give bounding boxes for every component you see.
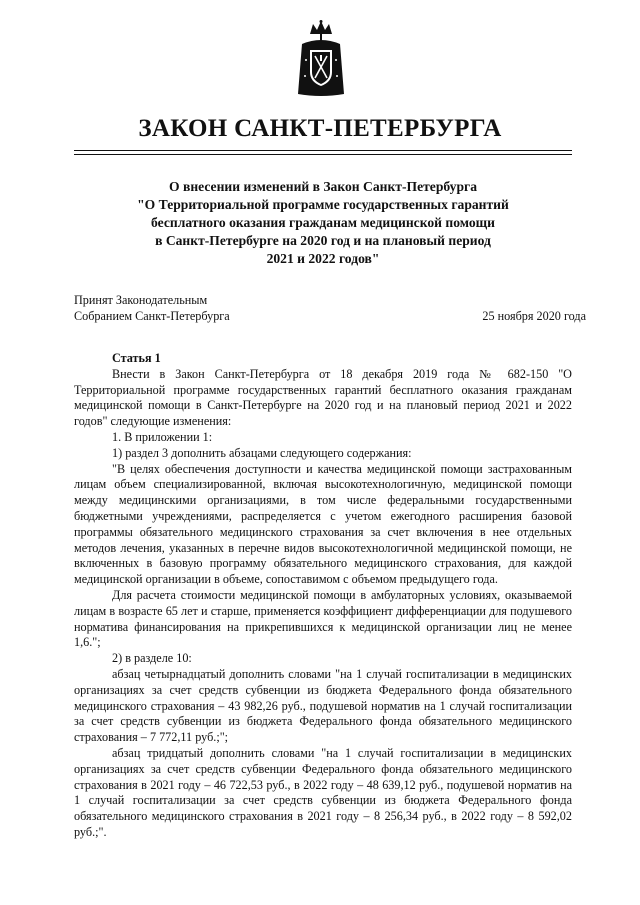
article-heading: Статья 1 — [112, 351, 161, 365]
title-divider — [74, 150, 572, 151]
subtitle-line: "О Территориальной программе государственных гарантий — [137, 197, 509, 212]
law-subtitle — [74, 178, 572, 268]
title-divider-thin — [74, 154, 572, 155]
adoption-note — [74, 292, 230, 324]
adoption-date: 25 ноября 2020 года — [482, 309, 586, 323]
law-title: ЗАКОН САНКТ-ПЕТЕРБУРГА — [138, 115, 502, 142]
adoption-line: Собранием Санкт-Петербурга — [74, 309, 230, 323]
adoption-line: Принят Законодательным — [74, 293, 208, 307]
paragraph: Для расчета стоимости медицинской помощи в амбулаторных условиях, оказываемой лицам в возрасте 65 лет и старше, применяется коэффициент дифференциации для подушевого норматива финансирования на прикрепившихся к медицинской организации лиц не менее 1,6."; — [74, 587, 572, 650]
document-body — [74, 351, 572, 841]
paragraph: 2) в разделе 10: — [112, 651, 192, 666]
paragraph: абзац тридцатый дополнить словами "на 1 случай госпитализации в медицинских организациях за счет средств субвенции Федерального фонда обязательного медицинского страхования в 2021 году – 46 722,53 руб., в 2022 году – 48 639,12 руб., подушевой норматив на 1 случай госпитализации за счет средств субвенции из бюджета Федерального фонда обязательного медицинского страхования в 2021 году – 8 256,34 руб., в 2022 году – 8 592,02 руб.;". — [74, 745, 572, 839]
paragraph: 1) раздел 3 дополнить абзацами следующего содержания: — [112, 445, 412, 460]
paragraph: "В целях обеспечения доступности и качества медицинской помощи застрахованным лицам объем специализированной, включая высокотехнологичную, медицинской помощи между медицинскими организациями, в том числе федеральными государственными бюджетными учреждениями, распределяется с учетом ежегодного расширения базовой программы обязательного медицинского страхования за счет включения в нее отдельных методов лечения, указанных в перечне видов высокотехнологичной медицинской помощи, не включенных в базовую программу обязательного медицинского страхования, для каждой медицинской организации в объеме, сопоставимом с объемом предыдущего года. — [74, 461, 572, 587]
subtitle-line: в Санкт-Петербурге на 2020 год и на плановый период — [155, 233, 491, 248]
subtitle-line: бесплатного оказания гражданам медицинской помощи — [151, 215, 495, 230]
paragraph: абзац четырнадцатый дополнить словами "на 1 случай госпитализации в медицинских организациях за счет средств субвенции из бюджета Федерального фонда обязательного медицинского страхования – 43 982,26 руб., подушевой норматив на 1 случай госпитализации за счет средств субвенции из бюджета Федерального фонда обязательного медицинского страхования – 7 772,11 руб.;"; — [74, 666, 572, 745]
subtitle-line: О внесении изменений в Закон Санкт-Петербурга — [169, 179, 477, 194]
subtitle-line: 2021 и 2022 годов" — [266, 251, 380, 266]
paragraph: 1. В приложении 1: — [112, 429, 213, 444]
paragraph: Внести в Закон Санкт-Петербурга от 18 декабря 2019 года № 682-150 "О Территориальной программе государственных гарантий бесплатного оказания гражданам медицинской помощи в Санкт-Петербурге на 2020 год и на плановый период 2021 и 2022 годов" следующие изменения: — [74, 366, 572, 429]
coat-of-arms-emblem — [296, 20, 346, 98]
